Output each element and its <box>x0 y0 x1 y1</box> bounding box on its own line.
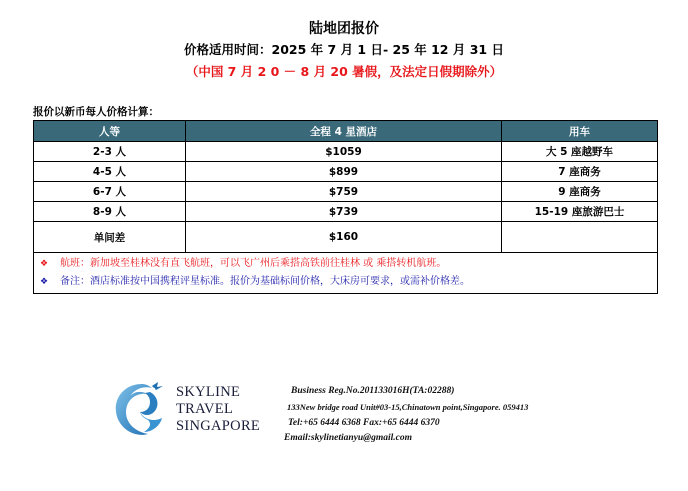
vehicle-cell: 7 座商务 <box>502 162 658 182</box>
price-cell: $899 <box>186 162 502 182</box>
table-row <box>34 142 658 162</box>
remark-note <box>40 273 657 291</box>
notes-row <box>34 253 658 294</box>
notes-cell <box>34 253 658 294</box>
table-caption: 报价以新币每人价格计算： <box>33 106 159 118</box>
brand-line: SINGAPORE <box>176 418 261 434</box>
price-cell: $1059 <box>186 142 502 162</box>
vehicle-cell: 大 5 座越野车 <box>502 142 658 162</box>
column-header-hotel: 全程 4 星酒店 <box>186 121 502 142</box>
price-table <box>33 120 658 294</box>
vehicle-cell: 9 座商务 <box>502 182 658 202</box>
table-header-row <box>34 121 658 142</box>
vehicle-cell: 15-19 座旅游巴士 <box>502 202 658 222</box>
page-title: 陆地团报价 <box>309 21 379 37</box>
brand-name <box>176 384 260 435</box>
flight-note <box>40 255 657 273</box>
diamond-bullet-icon: ❖ <box>40 259 49 269</box>
table-row <box>34 182 658 202</box>
brand-line: SKYLINE <box>176 384 241 400</box>
vehicle-cell <box>502 222 658 253</box>
group-size-cell: 4-5 人 <box>34 162 186 182</box>
table-row <box>34 202 658 222</box>
group-size-cell: 6-7 人 <box>34 182 186 202</box>
business-reg: Business Reg.No.201133016H(TA:02288) <box>291 386 455 396</box>
company-info <box>283 386 528 448</box>
table-row <box>34 162 658 182</box>
group-size-cell: 8-9 人 <box>34 202 186 222</box>
brand-line: TRAVEL <box>176 401 234 417</box>
price-cell: $160 <box>186 222 502 253</box>
remark-note-text: 备注：酒店标准按中国携程评星标准。报价为基础标间价格，大床房可要求，或需补价格差。 <box>60 276 470 287</box>
group-size-cell: 单间差 <box>34 222 186 253</box>
price-cell: $759 <box>186 182 502 202</box>
dragon-swirl-logo-icon <box>110 380 174 442</box>
diamond-bullet-icon: ❖ <box>40 277 49 287</box>
skyline-logo <box>110 380 270 440</box>
flight-note-text: 航班：新加坡至桂林没有直飞航班，可以飞广州后乘搭高铁前往桂林 或 乘搭转机航班。 <box>60 258 447 269</box>
company-phone: Tel:+65 6444 6368 Fax:+65 6444 6370 <box>288 418 440 428</box>
company-email: Email:skylinetianyu@gmail.com <box>284 433 412 443</box>
table-row-single-supplement <box>34 222 658 253</box>
column-header-group: 人等 <box>34 121 186 142</box>
holiday-exclusion-note: （中国 7 月 2 0 － 8 月 20 暑假，及法定日假期除外） <box>185 64 503 79</box>
validity-period: 价格适用时间：2025 年 7 月 1 日- 25 年 12 月 31 日 <box>184 42 504 57</box>
price-cell: $739 <box>186 202 502 222</box>
column-header-vehicle: 用车 <box>502 121 658 142</box>
company-address: 133New bridge road Unit#03-15,Chinatown point,Singapore. 059413 <box>287 402 529 412</box>
group-size-cell: 2-3 人 <box>34 142 186 162</box>
